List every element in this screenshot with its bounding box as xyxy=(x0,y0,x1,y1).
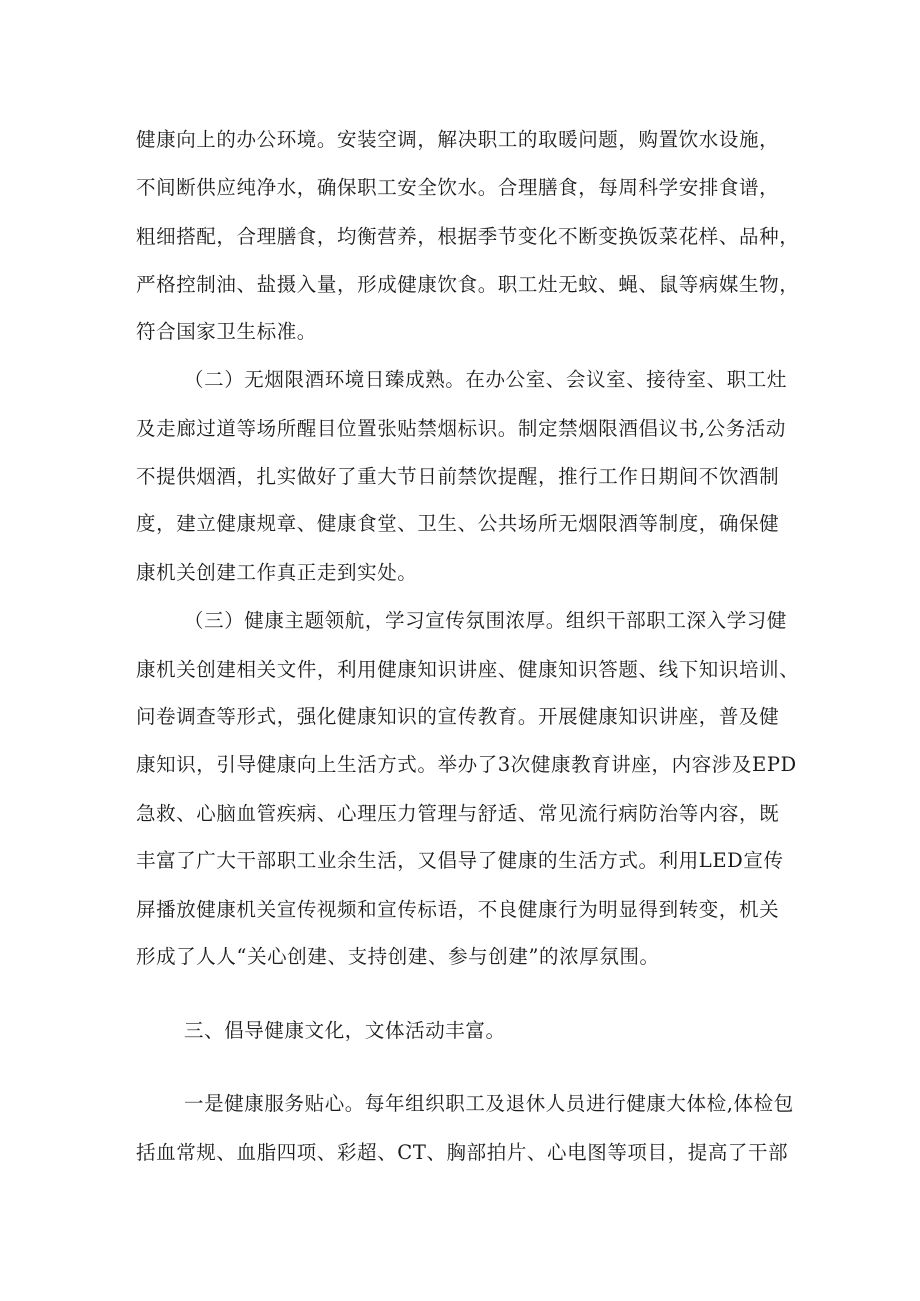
paragraph-line: 健康向上的办公环境。安装空调，解决职工的取暖问题，购置饮水设施， xyxy=(136,128,780,151)
paragraph-line: （二）无烟限酒环境日臻成熟。在办公室、会议室、接待室、职工灶 xyxy=(184,368,788,391)
paragraph-line: 康机关创建工作真正走到实处。 xyxy=(136,561,418,584)
paragraph-line: 康机关创建相关文件，利用健康知识讲座、健康知识答题、线下知识培训、 xyxy=(136,658,800,681)
paragraph-line: 丰富了广大干部职工业余生活，又倡导了健康的生活方式。利用LED宣传 xyxy=(136,849,784,872)
paragraph-line: 严格控制油、盐摄入量，形成健康饮食。职工灶无蚊、蝇、鼠等病媒生物， xyxy=(136,273,800,296)
paragraph-line: 符合国家卫生标准。 xyxy=(136,320,317,343)
paragraph-line: 不提供烟酒，扎实做好了重大节日前禁饮提醒，推行工作日期间不饮酒制 xyxy=(136,465,780,488)
paragraph-line: 括血常规、血脂四项、彩超、CT、胸部拍片、心电图等项目，提高了干部 xyxy=(136,1141,789,1164)
paragraph-line: 康知识，引导健康向上生活方式。举办了3次健康教育讲座，内容涉及EPD xyxy=(136,753,797,776)
paragraph-line: （三）健康主题领航，学习宣传氛围浓厚。组织干部职工深入学习健 xyxy=(184,609,788,632)
section-heading: 三、倡导健康文化，文体活动丰富。 xyxy=(184,1019,506,1042)
paragraph-line: 粗细搭配，合理膳食，均衡营养，根据季节变化不断变换饭菜花样、品种， xyxy=(136,225,800,248)
paragraph-line: 不间断供应纯净水，确保职工安全饮水。合理膳食，每周科学安排食谱， xyxy=(136,176,780,199)
paragraph-line: 及走廊过道等场所醒目位置张贴禁烟标识。制定禁烟限酒倡议书,公务活动 xyxy=(136,417,786,440)
paragraph-line: 一是健康服务贴心。每年组织职工及退休人员进行健康大体检,体检包 xyxy=(184,1092,794,1115)
paragraph-line: 问卷调查等形式，强化健康知识的宣传教育。开展健康知识讲座，普及健 xyxy=(136,705,780,728)
paragraph-line: 度，建立健康规章、健康食堂、卫生、公共场所无烟限酒等制度，确保健 xyxy=(136,512,780,535)
paragraph-line: 急救、心脑血管疾病、心理压力管理与舒适、常见流行病防治等内容，既 xyxy=(136,802,780,825)
paragraph-line: 形成了人人“关心创建、支持创建、参与创建”的浓厚氛围。 xyxy=(136,945,660,968)
paragraph-line: 屏播放健康机关宣传视频和宣传标语，不良健康行为明显得到转变，机关 xyxy=(136,898,780,921)
